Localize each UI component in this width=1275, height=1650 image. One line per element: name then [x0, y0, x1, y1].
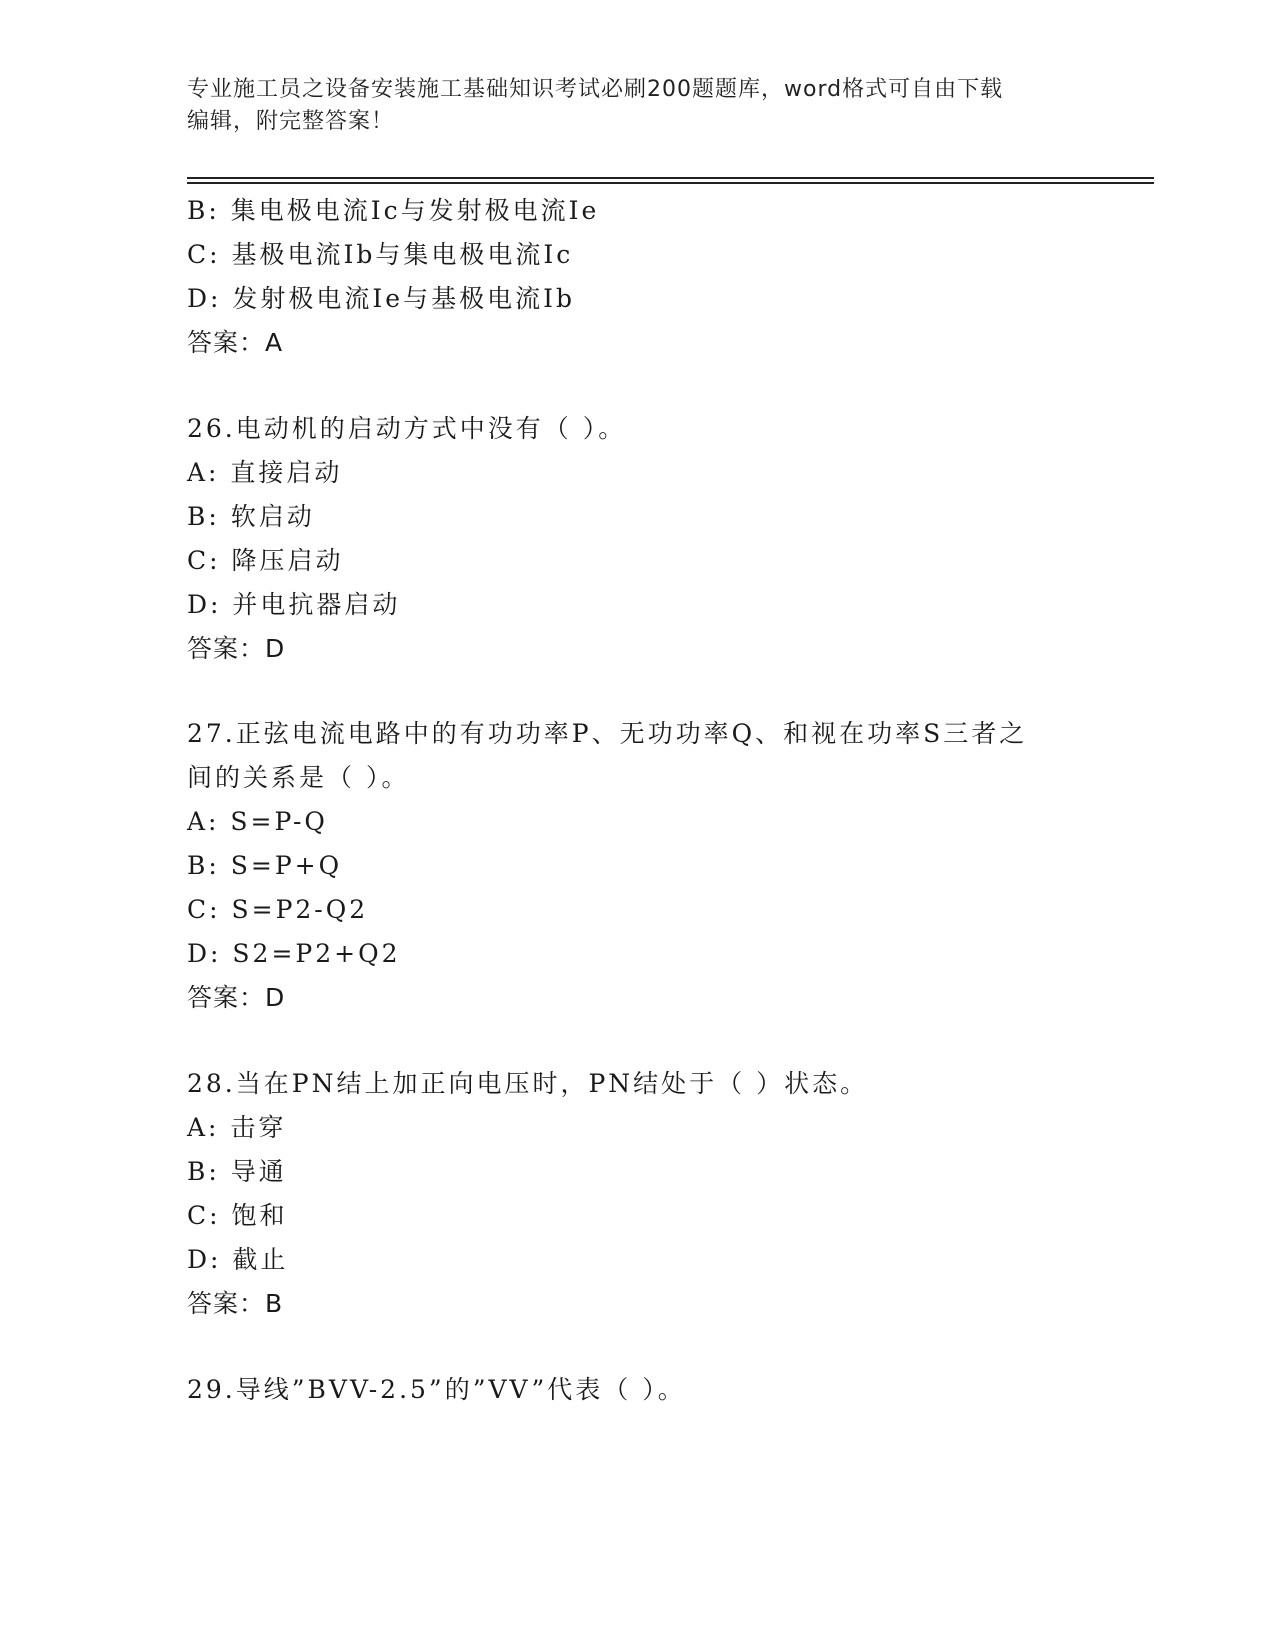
q26-option-b: B: 软启动	[187, 502, 315, 531]
header-divider-top	[187, 177, 1154, 179]
q27-answer: 答案：D	[187, 983, 286, 1012]
q26-question: 26.电动机的启动方式中没有（ ）。	[187, 414, 627, 443]
q25-option-d: D: 发射极电流Ie与基极电流Ib	[187, 284, 575, 313]
header-line-2: 编辑，附完整答案！	[187, 109, 395, 134]
header-line-1: 专业施工员之设备安装施工基础知识考试必刷200题题库，word格式可自由下载	[187, 77, 1004, 102]
q25-answer: 答案：A	[187, 328, 284, 357]
q26-option-d: D: 并电抗器启动	[187, 590, 401, 619]
header-divider-bottom	[187, 182, 1154, 184]
q26-option-a: A: 直接启动	[187, 458, 343, 487]
q25-option-b: B: 集电极电流Ic与发射极电流Ie	[187, 196, 600, 225]
q27-question-line-2: 间的关系是（ ）。	[187, 763, 410, 792]
q27-option-a: A: S=P-Q	[187, 807, 328, 836]
q28-option-d: D: 截止	[187, 1245, 289, 1274]
q29-question: 29.导线”BVV-2.5”的”VV”代表（ ）。	[187, 1375, 686, 1404]
q28-question: 28.当在PN结上加正向电压时，PN结处于（ ）状态。	[187, 1069, 869, 1098]
q28-option-b: B: 导通	[187, 1157, 287, 1186]
q28-option-c: C: 饱和	[187, 1201, 288, 1230]
q28-option-a: A: 击穿	[187, 1113, 287, 1142]
q27-question-line-1: 27.正弦电流电路中的有功功率P、无功功率Q、和视在功率S三者之	[187, 719, 1028, 748]
document-header	[187, 74, 1067, 138]
q27-option-d: D: S2=P2+Q2	[187, 939, 401, 968]
q28-answer: 答案：B	[187, 1289, 284, 1318]
q25-option-c: C: 基极电流Ib与集电极电流Ic	[187, 240, 574, 269]
q27-option-b: B: S=P+Q	[187, 851, 343, 880]
q26-answer: 答案：D	[187, 634, 286, 663]
q26-option-c: C: 降压启动	[187, 546, 344, 575]
q27-option-c: C: S=P2-Q2	[187, 895, 369, 924]
